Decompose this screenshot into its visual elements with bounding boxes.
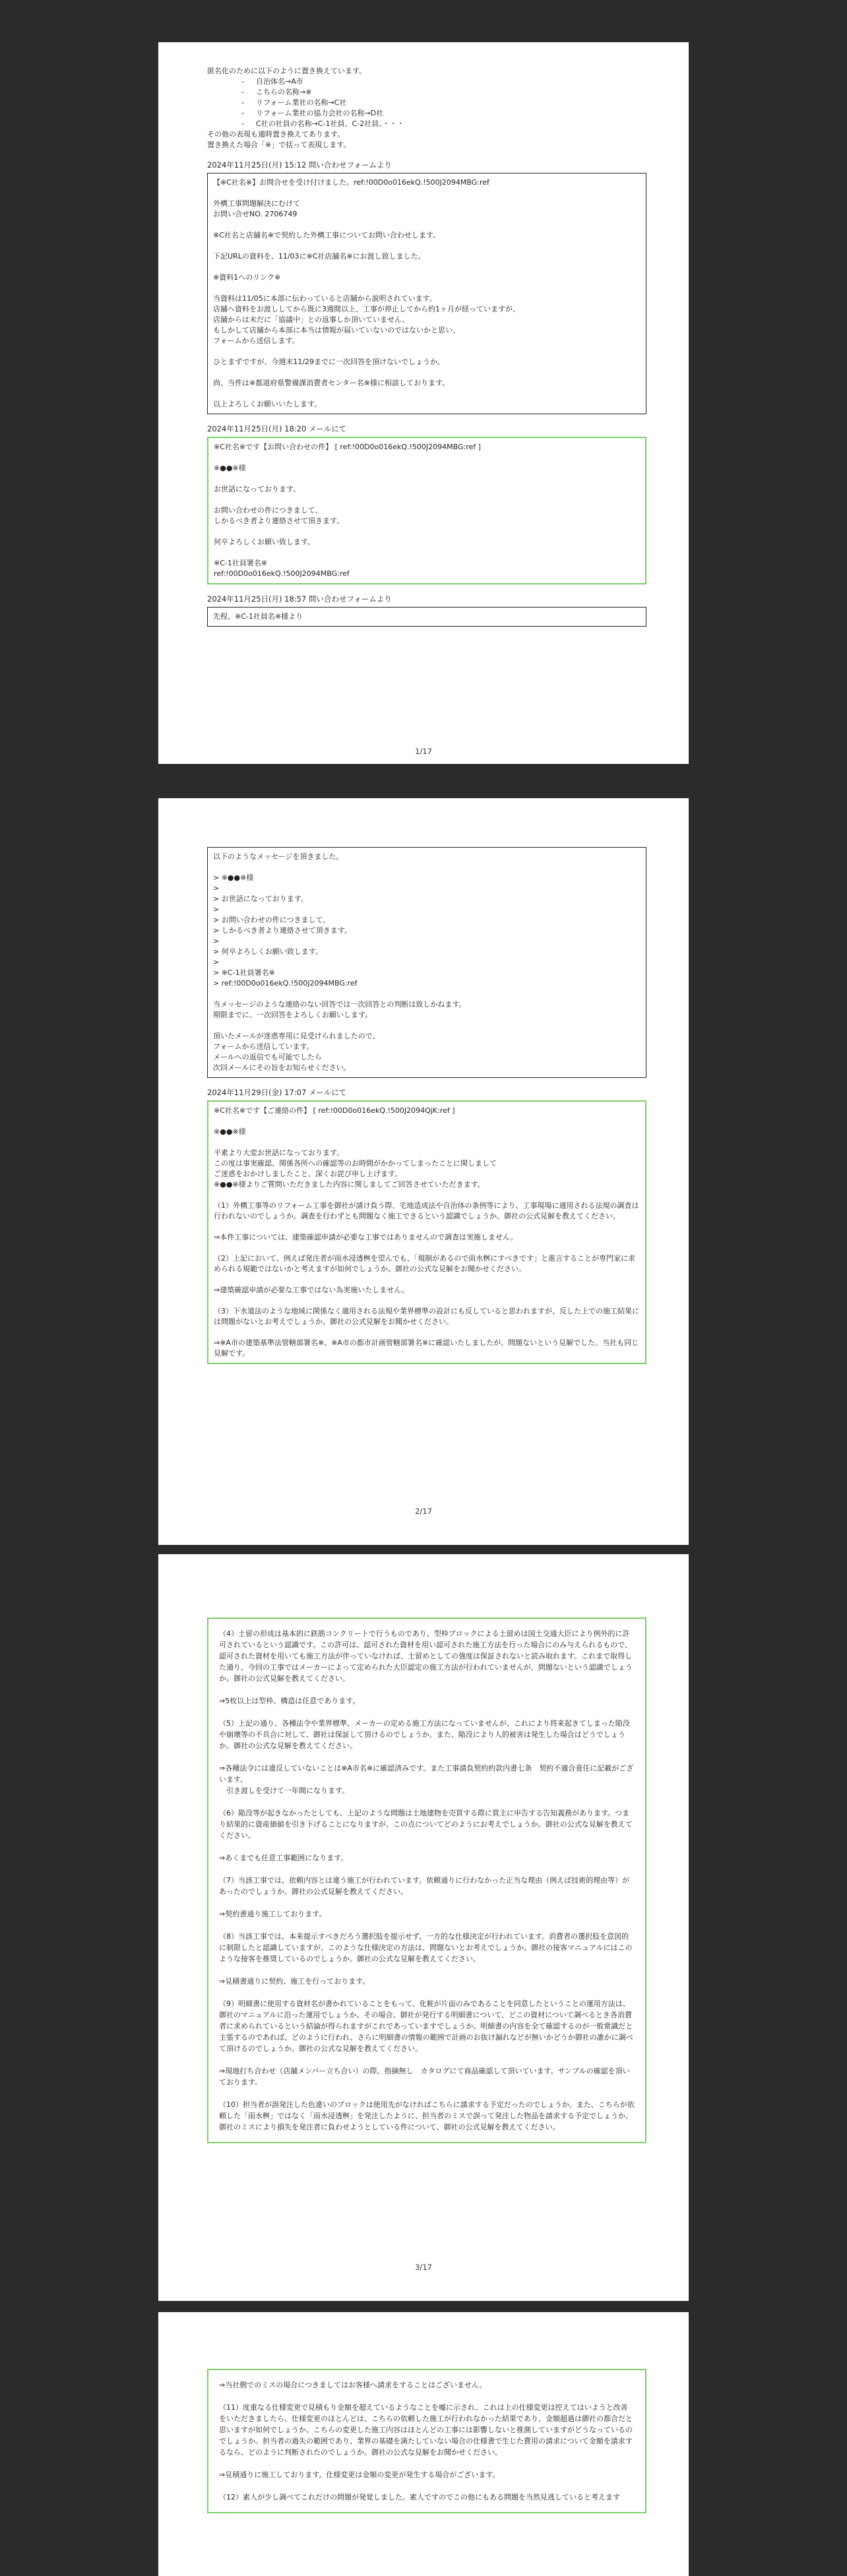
- text-line: [213, 367, 641, 378]
- text-line: [219, 1920, 635, 1931]
- intro-line: 匿名化のために以下のように置き換えています。: [207, 67, 367, 75]
- text-line: [219, 2391, 635, 2402]
- inquiry-form-box: [207, 847, 646, 1078]
- text-line: ※●●※様: [214, 1127, 246, 1136]
- text-line: [213, 262, 641, 272]
- text-line: お問い合せNO. 2706749: [213, 210, 298, 218]
- text-line: 下記URLの資料を、11/03に※C社店舗名※にお渡し致しました。: [213, 252, 425, 261]
- text-line: お問い合わせの件につきまして、: [214, 506, 323, 515]
- inquiry-form-box: [207, 607, 646, 627]
- text-line: [219, 1796, 635, 1807]
- text-line: しかるべき者より連絡させて頂きます。: [214, 517, 344, 525]
- text-line: [213, 862, 641, 873]
- text-line: （11）度重なる仕様変更で見積もり金額を超えているようなことを嘘に示され、これは上の仕様変更は控えてはいようと改善をいただきましたら、仕様変更のほとんどは、こちらの依頼した施工が行われなかった結果であり、金額超過は御社の都合だと思いますが如何でしょうか。こちらの変更した施工内容はほとんどの工事には影響しないと推測していますがどうなっているのでしょうか。担当者の過失の範囲であり、業界の基礎を満たしていない場合の仕様書で生じた費用の請求について金額を請求するなら、どのように判断されたのでしょうか。御社の公式な見解をお聞かせください。: [219, 2403, 633, 2457]
- text-line: [219, 1864, 635, 1875]
- text-line: ※●●※様よりご質問いただきました内容に関しましてご回答させていただきます。: [214, 1180, 485, 1189]
- text-line: [213, 1021, 641, 1031]
- text-line: ※資料1へのリンク※: [213, 273, 281, 282]
- text-line: [214, 474, 640, 484]
- text-line: ⇒本件工事については、建築確認申請が必要な工事ではありませんので調査は実施しません。: [214, 1233, 518, 1241]
- text-line: ⇒現地打ち合わせ（店舗メンバー立ち合い）の際、指摘無し カタログにて商品確認して頂いています。サンプルの確認を頂いております。: [219, 2067, 630, 2087]
- inquiry-form-box: [207, 173, 646, 414]
- text-line: [214, 1274, 640, 1285]
- text-line: [214, 495, 640, 505]
- text-line: ⇒5枚以上は型枠、構造は任意であります。: [219, 1697, 360, 1705]
- list-item: - 自治体名→A市: [241, 77, 646, 87]
- text-line: ※C-1社員署名※: [214, 559, 268, 567]
- email-reply-box: [207, 1100, 646, 1364]
- message-header: 2024年11月29日(金) 17:07 メールにて: [207, 1088, 347, 1097]
- text-line: ⇒あくまでも任意工事範囲になります。: [219, 1854, 348, 1862]
- text-line: この度は事実確認、関係各所への確認等のお時間がかかってしまったことに関しまして: [214, 1159, 497, 1168]
- intro-line: その他の表現も適時置き換えてあります。: [207, 130, 345, 139]
- text-line: [219, 2088, 635, 2099]
- text-line: （8）当該工事では、本来提示すべきだろう選択肢を提示せず、一方的な仕様決定が行われています。消費者の選択肢を意図的に制限したと認識していますが、このような仕様決定の方法は、問題ないとお考えでしょうか。御社の接客マニュアルにはこのような接客を推奨しているのでしょうか。御社の公式な見解を教えてください。: [219, 1932, 633, 1963]
- text-line: 【※C社名※】お問合せを受け付けました。ref:!00D0o016ekQ.!500J2094MBG:ref: [213, 178, 489, 187]
- text-line: 以下のようなメッセージを頂きました。: [213, 852, 344, 861]
- text-line: [219, 1841, 635, 1852]
- text-line: 店舗へ資料をお渡ししてから既に3週間以上、工事が停止してから約1ヶ月が経っていますが、: [213, 305, 520, 313]
- text-line: メールへの返信でも可能でしたら: [213, 1053, 322, 1061]
- text-line: [214, 1222, 640, 1232]
- text-line: [219, 2480, 635, 2492]
- text-line: ⇒契約書通り施工しております。: [219, 1910, 327, 1918]
- text-line: （2）上記において、例えば発注者が雨水浸透桝を望んでも、「規制があるので雨水桝にすべきです」と進言することが専門家に求められる規範ではないかと考えますが如何でしょうか。御社の公式な見解をお聞かせください。: [214, 1254, 636, 1273]
- text-line: ⇒各種法令には違反していないことは※A市名※に確認済みです。また工事請負契約約款内書七条 契約不適合責任に記載がございます。: [219, 1764, 634, 1784]
- page-number: 3/17: [415, 2263, 432, 2272]
- text-line: 何卒よろしくお願い致します。: [214, 538, 315, 546]
- text-line: >: [213, 905, 220, 914]
- text-line: >: [213, 937, 220, 945]
- list-item: - リフォーム業社の名称→C社: [241, 98, 646, 108]
- message-header: 2024年11月25日(月) 18:57 問い合わせフォームより: [207, 594, 392, 604]
- intro-block: [207, 66, 646, 150]
- text-line: [219, 1897, 635, 1908]
- text-line: [213, 283, 641, 294]
- text-line: 外構工事問題解決にむけて: [213, 199, 300, 208]
- text-line: （9）明細書に使用する資材名が書かれていることをもって、化粧が片面のみであることを同意したということの運用方法は、御社のマニュアルに沿った運用でしょうか。その場合、御社が発行する明細書について、どこの資材について調べるとき各消費者に求められているという結論が得られますがこれであっていますでしょうか。明細書の内容を全て確認するのが一般常識だと主張するのであれば、どのように行われ、さらに明細書の情報の範囲で計画のお抜け漏れなどが無いかどうか御社の誰かに調べて頂けるのでしょうか。御社の公式な見解を教えてください。: [219, 1999, 633, 2053]
- text-line: ⇒見積通りに施工しております。仕様変更は金額の変更が発生する場合がございます。: [219, 2470, 500, 2479]
- text-line: [214, 1296, 640, 1306]
- text-line: [213, 989, 641, 999]
- list-item: - こちらの名称→※: [241, 87, 646, 98]
- text-line: 頂いたメールが迷惑専用に見受けられましたので、: [213, 1032, 380, 1040]
- text-line: ※C社名※です【お問い合わせの件】 [ ref:!00D0o016ekQ.!500J2094MBG:ref ]: [214, 443, 481, 451]
- text-line: 引き渡しを受けて一年間になります。: [219, 1786, 350, 1795]
- text-line: 以上よろしくお願いいたします。: [213, 400, 322, 408]
- text-line: [219, 1684, 635, 1695]
- text-line: もしかして店舗から本部に本当は情報が届いていないのではないかと思い、: [213, 326, 460, 334]
- text-line: ref:!00D0o016ekQ.!500J2094MBG:ref: [214, 569, 350, 578]
- text-line: [219, 1751, 635, 1763]
- text-line: [214, 1190, 640, 1201]
- text-line: [219, 1707, 635, 1718]
- text-line: ひとまずですが、今週末11/29までに一次回答を頂けないでしょうか。: [213, 358, 445, 366]
- text-line: 店舗からは未だに「協議中」との返事しか頂いていません。: [213, 315, 410, 324]
- text-line: [213, 389, 641, 399]
- text-line: [219, 1964, 635, 1976]
- text-line: > しかるべき者より連絡させて頂きます。: [213, 926, 352, 935]
- text-line: ⇒建築確認申請が必要な工事ではない為実施いたしません。: [214, 1286, 409, 1294]
- text-line: 期限までに、一次回答をよろしくお願いします。: [213, 1011, 373, 1019]
- text-line: [214, 1327, 640, 1338]
- replacement-list: [207, 77, 646, 129]
- text-line: ⇒当社側でのミスの場合につきましてはお客様へ請求をすることはございません。: [219, 2381, 487, 2389]
- text-line: （5）上記の通り、各種法令や業界標準、メーカーの定める施工方法になっていませんが、これにより将来起きてしまった陥没や崩壊等の不具合に対して、御社は保証して頂けるのでしょうか。また、陥没により人的被害は発生した場合はどうでしょうか。御社の公式な見解を教えてください。: [219, 1719, 630, 1750]
- text-line: [214, 526, 640, 537]
- text-line: フォームから送信します。: [213, 336, 299, 345]
- text-line: 次回メールにその旨をお知らせください。: [213, 1063, 351, 1072]
- text-line: [213, 220, 641, 230]
- page-number: 1/17: [415, 747, 432, 756]
- text-line: [213, 188, 641, 199]
- text-line: >: [213, 958, 220, 966]
- text-line: > ※●●※様: [213, 873, 254, 882]
- text-line: （6）陥没等が起きなかったとしても、上記のような問題は土地建物を売買する際に買主に申告する告知義務があります。つまり結果的に資産価値を引き下げることになりますが、この点についてどのようにお考えでしょうか。御社の公式な見解を教えてください。: [219, 1809, 633, 1840]
- intro-line: 置き換えた場合「※」で括って表現します。: [207, 141, 351, 149]
- text-line: [219, 2458, 635, 2469]
- text-line: ※C社名※です【ご連絡の件】 [ ref:!00D0o016ekQ.!500J2094QjK:ref ]: [214, 1106, 455, 1115]
- document-page-3: [158, 1554, 689, 2301]
- text-line: ⇒見積書通りに契約、施工を行っております。: [219, 1977, 370, 1986]
- text-line: 先程、※C-1社員名※様より: [213, 612, 303, 621]
- text-line: 当資料は11/05に本部に伝わっていると店舗から説明されています。: [213, 294, 437, 303]
- text-line: 当メッセージのような連絡のない回答では一次回答との判断は致しかねます。: [213, 1000, 466, 1009]
- list-item: - C社の社員の名称→C-1社員、C-2社員、・・・: [241, 119, 646, 129]
- text-line: お世話になっております。: [214, 485, 301, 493]
- text-line: （7）当該工事では、依頼内容とは違う施工が行われています。依頼通りに行わなかった正当な理由（例えば技術的理由等）があったのでしょうか。御社の公式見解を教えてください。: [219, 1876, 630, 1896]
- text-line: ※C社名と店舗名※で契約した外構工事についてお問い合わせします。: [213, 231, 441, 239]
- text-line: [219, 1987, 635, 1998]
- text-line: > お問い合わせの件につきまして、: [213, 916, 330, 924]
- document-page-4: [158, 2312, 689, 2576]
- text-line: フォームから送信しています。: [213, 1042, 314, 1051]
- text-line: [214, 453, 640, 463]
- list-item: - リフォーム業社の協力会社の名称→D社: [241, 108, 646, 119]
- text-line: （1）外構工事等のリフォーム工事を御社が請け負う際、宅地造成法や自治体の条例等により、工事現場に適用される法規の調査は行われないのでしょうか。調査を行わずとも問題なく施工できるという認識でしょうか。御社の公式見解を教えてください。: [214, 1201, 639, 1220]
- text-line: [213, 346, 641, 357]
- email-reply-box: [207, 437, 646, 584]
- text-line: （3）下水道法のような地域に関係なく適用される法規や業界標準の設計にも反していると思われますが、反した上での施工結果には問題がないとお考えでしょうか。御社の公式見解をお聞かせください。: [214, 1307, 639, 1326]
- text-line: ※●●※様: [214, 464, 246, 472]
- text-line: [214, 1116, 640, 1127]
- text-line: > ref:!00D0o016ekQ.!500J2094MBG:ref: [213, 979, 358, 988]
- text-line: > ※C-1社員署名※: [213, 968, 275, 977]
- text-line: [214, 1137, 640, 1148]
- page-number: 2/17: [415, 1507, 432, 1516]
- text-line: ⇒※A市の建築基準法管轄部署名※、※A市の都市計画管轄部署名※に確認いたしましたが、問題ないという見解でした。当社も同じ見解です。: [214, 1338, 639, 1358]
- text-line: （10）担当者が誤発注した色違いのブロックは使用先がなければこちらに請求する予定だったのでしょうか。また、こちらが依頼した「雨水桝」ではなく「雨水浸透桝」を発注したように、担当者のミスで誤って発注した物品を請求する予定でしょうか。御社のミスにより損失を発注者に負わせようとしている件について、御社の公式見解を教えてください。: [219, 2100, 635, 2131]
- message-header: 2024年11月25日(月) 18:20 メールにて: [207, 424, 347, 433]
- document-page-2: [158, 798, 689, 1545]
- message-header: 2024年11月25日(月) 15:12 問い合わせフォームより: [207, 160, 392, 170]
- text-line: [219, 2054, 635, 2065]
- text-line: > お世話になっております。: [213, 895, 308, 903]
- text-line: >: [213, 884, 220, 893]
- document-page-1: [158, 42, 689, 764]
- email-reply-box: [207, 1618, 646, 2143]
- text-line: [213, 241, 641, 251]
- text-line: > 何卒よろしくお願い致します。: [213, 947, 323, 956]
- text-line: （4）土留の形成は基本的に鉄筋コンクリートで行うものであり、型枠ブロックによる土留めは国土交通大臣により例外的に許可されているという認識です。この許可は、認可された資材を用い認可された施工方法を行った場合にのみ与えられるもので、認可された資材を用いても施工方法が伴っていなければ、土留めとしての強度は保証されないと読み取れます。これまで取得した通り、今回の工事ではメーカーによって定められた大臣認定の施工方法が行われていませんが、問題ないという認識でしょうか。御社の公式見解を教えてください。: [219, 1629, 633, 1683]
- email-reply-box: [207, 2369, 646, 2513]
- text-line: [214, 1243, 640, 1253]
- text-line: 尚、当件は※都道府県警備課消費者センター名※様に相談しております。: [213, 379, 450, 387]
- text-line: [214, 548, 640, 558]
- text-line: 平素より大変お世話になっております。: [214, 1148, 344, 1157]
- text-line: （12）素人が少し調べてこれだけの問題が発覚しました。素人ですのでこの他にもある問題を当然見逃していると考えます: [219, 2493, 620, 2501]
- text-line: ご迷惑をおかけしましたこと、深くお詫び申し上げます。: [214, 1170, 402, 1178]
